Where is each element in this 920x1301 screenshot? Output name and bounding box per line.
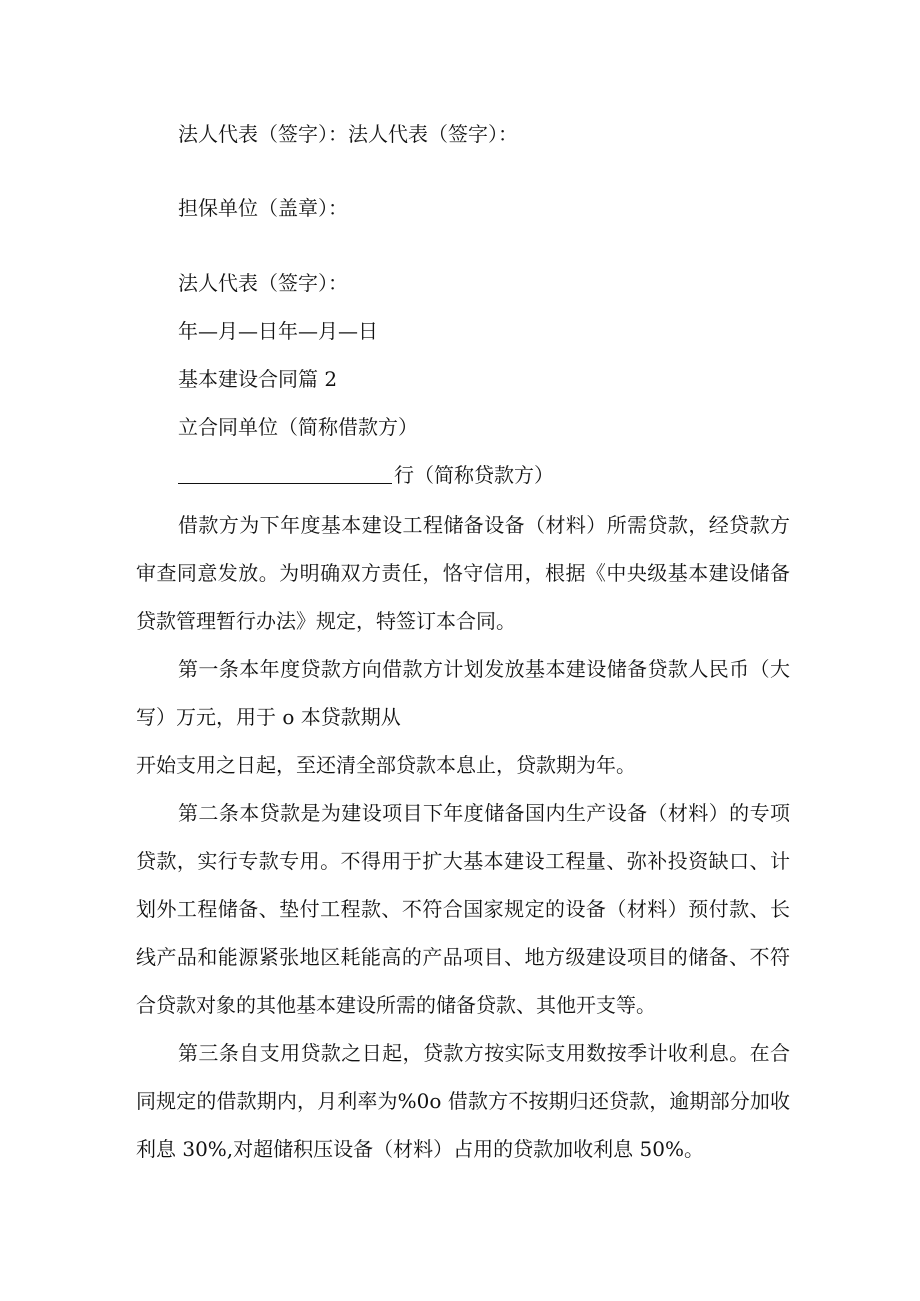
lender-name-blank	[178, 463, 392, 484]
intro-paragraph: 借款方为下年度基本建设工程储备设备（材料）所需贷款，经贷款方审查同意发放。为明确双方责任，恪守信用，根据《中央级基本建设储备贷款管理暂行办法》规定，特签订本合同。	[136, 513, 790, 633]
date-line: 年—月—日年—月—日	[178, 319, 378, 343]
lender-line	[178, 463, 554, 487]
guarantor-representative-signature-line: 法人代表（签字）：	[178, 271, 348, 295]
borrower-line: 立合同单位（简称借款方）	[178, 415, 418, 439]
article-2-paragraph: 第二条本贷款是为建设项目下年度储备国内生产设备（材料）的专项贷款，实行专款专用。不得用于扩大基本建设工程量、弥补投资缺口、计划外工程储备、垫付工程款、不符合国家规定的设备（材料）预付款、长线产品和能源紧张地区耗能高的产品项目、地方级建设项目的储备、不符合贷款对象的其他基本建设所需的储备贷款、其他开支等。	[136, 801, 790, 1017]
contract-section-title: 基本建设合同篇 2	[178, 367, 338, 391]
legal-representatives-signature-line: 法人代表（签字）：法人代表（签字）：	[178, 122, 518, 146]
article-3-paragraph: 第三条自支用贷款之日起，贷款方按实际支用数按季计收利息。在合同规定的借款期内，月利率为%0o 借款方不按期归还贷款，逾期部分加收利息 30%,对超储积压设备（材料）占用的贷款加收利息 50%。	[136, 1041, 790, 1161]
guarantor-seal-line: 担保单位（盖章）：	[178, 196, 348, 220]
article-1-paragraph: 第一条本年度贷款方向借款方计划发放基本建设储备贷款人民币（大写）万元，用于 o 本贷款期从	[136, 657, 790, 729]
article-1-continuation: 开始支用之日起，至还清全部贷款本息止，贷款期为年。	[136, 753, 636, 777]
lender-line-text: 行（简称贷款方）	[394, 463, 554, 487]
